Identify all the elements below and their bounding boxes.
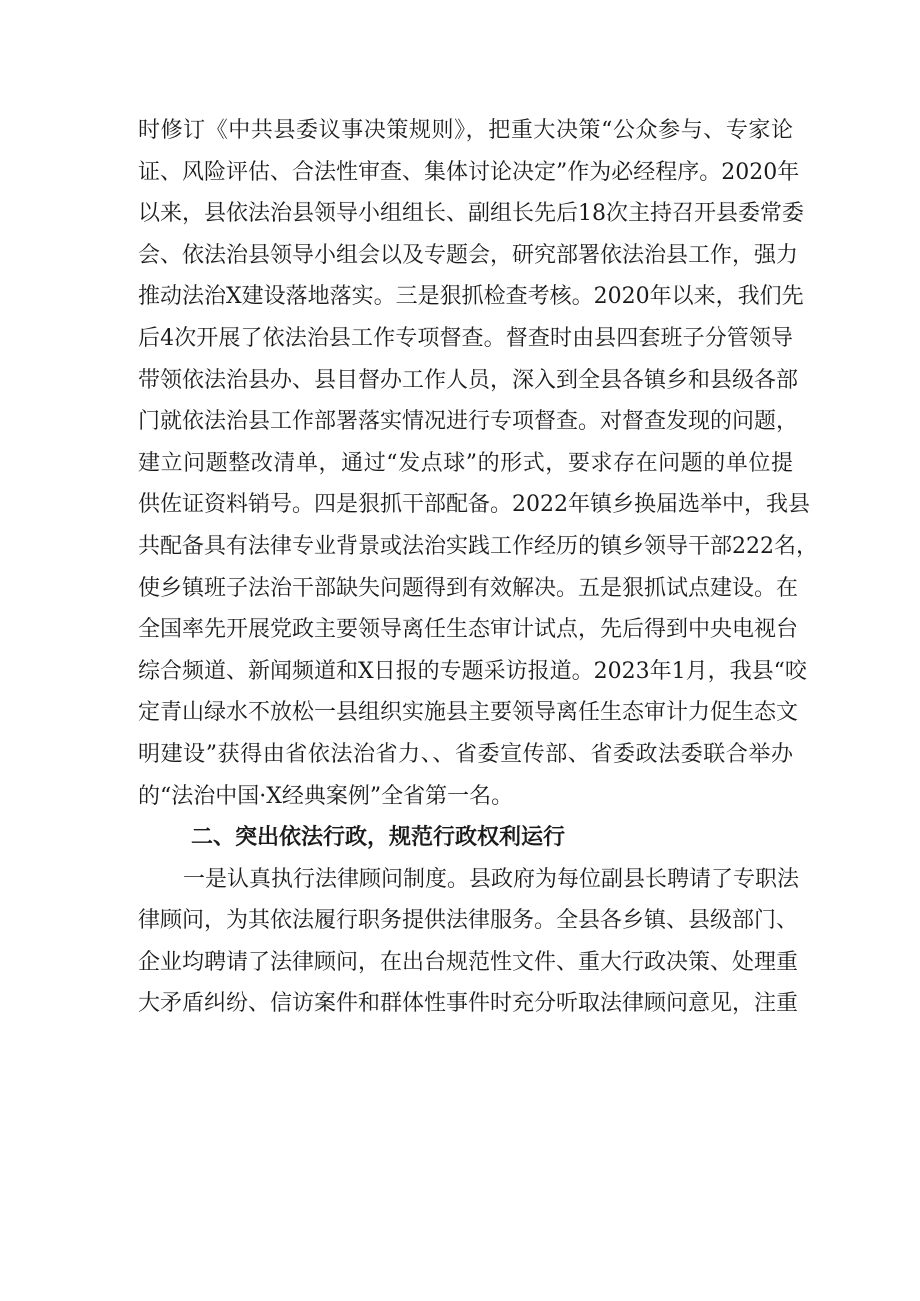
text-line: 大矛盾纠纷、信访案件和群体性事件时充分听取法律顾问意见，注重 [138,991,799,1017]
text-line: 会、依法治县领导小组会以及专题会，研究部署依法治县工作，强力 [138,242,799,268]
text-line: 后4次开展了依法治县工作专项督查。督查时由县四套班子分管领导 [138,325,793,351]
text-line: 一是认真执行法律顾问制度。县政府为每位副县长聘请了专职法 [183,866,800,892]
text-line: 时修订《中共县委议事决策规则》，把重大决策“公众参与、专家论 [138,118,793,143]
text-line: 明建设”获得由省依法治省力、、省委宣传部、省委政法委联合举办 [138,741,793,767]
text-line: 证、风险评估、合法性审查、集体讨论决定”作为必经程序。2020年 [138,159,800,185]
text-line: 以来，县依法治县领导小组组长、副组长先后18次主持召开县委常委 [138,201,804,227]
document-body [138,110,818,1025]
text-line: 推动法治X建设落地落实。三是狠抓检查考核。2020年以来，我们先 [138,284,804,310]
text-line: 定青山绿水不放松一县组织实施县主要领导离任生态审计力促生态文 [138,700,799,726]
text-line: 企业均聘请了法律顾问，在出台规范性文件、重大行政决策、处理重 [138,949,799,975]
text-line: 律顾问，为其依法履行职务提供法律服务。全县各乡镇、县级部门、 [138,908,799,934]
text-line: 综合频道、新闻频道和X日报的专题采访报道。2023年1月，我县“咬 [138,658,807,684]
section-heading: 二、突出依法行政，规范行政权利运行 [191,824,566,851]
text-line: 的“法治中国·X经典案例”全省第一名。 [138,783,514,809]
text-line: 使乡镇班子法治干部缺失问题得到有效解决。五是狠抓试点建设。在 [138,575,799,601]
text-line: 门就依法治县工作部署落实情况进行专项督查。对督查发现的问题， [138,409,799,435]
text-line: 全国率先开展党政主要领导离任生态审计试点，先后得到中央电视台 [138,617,799,643]
text-line: 供佐证资料销号。四是狠抓干部配备。2022年镇乡换届选举中，我县 [138,492,810,518]
text-line: 带领依法治县办、县目督办工作人员，深入到全县各镇乡和县级各部 [138,367,799,393]
text-line: 建立问题整改清单，通过“发点球”的形式，要求存在问题的单位提 [138,450,793,476]
text-line: 共配备具有法律专业背景或法治实践工作经历的镇乡领导干部222名， [138,533,818,559]
